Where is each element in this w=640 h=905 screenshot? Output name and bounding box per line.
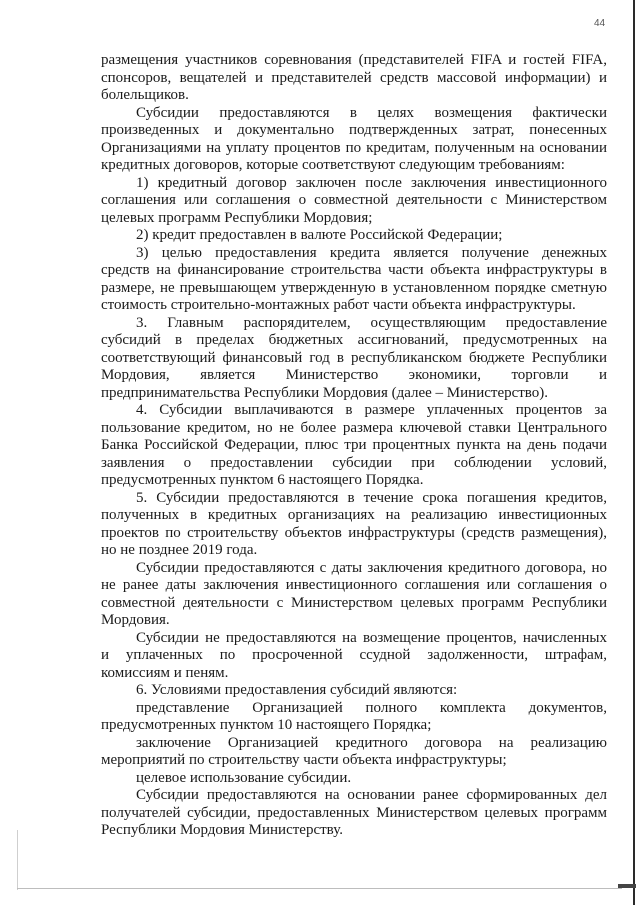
text-line: соглашения или соглашения о совместной деятельности с Министерством (101, 192, 607, 208)
text-line: полученных в кредитных организациях на реализацию инвестиционных (101, 507, 607, 523)
text-line: 2) кредит предоставлен в валюте Российской Федерации; (136, 227, 503, 243)
scan-corner-mark (618, 884, 636, 888)
text-line: произведенных и документально подтвержденных затрат, понесенных (101, 122, 607, 138)
scan-edge-left (17, 830, 18, 890)
scan-edge-right (633, 0, 635, 905)
text-line: совместной деятельности с Министерством целевых программ Республики (101, 594, 607, 611)
document-body (101, 52, 607, 840)
text-line: Субсидии предоставляются на основании ранее сформированных дел (136, 787, 607, 803)
text-line: 4. Субсидии выплачиваются в размере уплаченных процентов за (136, 402, 607, 418)
text-line: средств на финансирование строительства части объекта инфраструктуры в (101, 262, 607, 278)
text-line: пользование кредитом, но не более размера ключевой ставки Центрального (101, 419, 607, 436)
text-line: Субсидии предоставляются с даты заключения кредитного договора, но (136, 559, 607, 576)
text-line: 3) целью предоставления кредита является получение денежных (136, 244, 607, 261)
text-line: 5. Субсидии предоставляются в течение срока погашения кредитов, (136, 489, 607, 506)
text-line: 6. Условиями предоставления субсидий являются: (136, 682, 458, 698)
text-line: предпринимательства Республики Мордовия (далее – Министерство). (101, 384, 549, 401)
text-line: соответствующий финансовый год в республиканском бюджете Республики (101, 349, 607, 366)
text-line: размещения участников соревнования (представителей FIFA и гостей FIFA, (101, 52, 607, 68)
text-line: но не позднее 2019 года. (101, 542, 258, 558)
text-line: стоимость строительно-монтажных работ части объекта инфраструктуры. (101, 297, 576, 313)
text-line: Республики Мордовия Министерству. (101, 822, 343, 838)
text-line: предусмотренных пунктом 10 настоящего Порядка; (101, 717, 432, 733)
text-line: спонсоров, вещателей и представителей средств массовой информации) и (101, 69, 607, 86)
text-line: комиссиям и пеням. (101, 664, 229, 681)
text-line: и уплаченных по просроченной ссудной задолженности, штрафам, (101, 647, 607, 663)
page-number: 44 (594, 18, 606, 29)
text-line: болельщиков. (101, 87, 189, 103)
text-line: целевых программ Республики Мордовия; (101, 209, 373, 226)
text-line: проектов по строительству объектов инфраструктуры (средств размещения), (101, 524, 607, 541)
text-line: предусмотренных пунктом 6 настоящего Порядка. (101, 472, 424, 488)
text-line: кредитных договоров, которые соответствуют следующим требованиям: (101, 157, 565, 173)
text-line: не ранее даты заключения инвестиционного соглашения или соглашения о (101, 577, 607, 593)
text-line: получателей субсидии, предоставленных Министерством целевых программ (101, 804, 607, 821)
text-line: Субсидии предоставляются в целях возмещения фактически (136, 104, 607, 121)
text-line: Мордовия, является Министерство экономики, торговли и (101, 367, 607, 383)
text-line: Субсидии не предоставляются на возмещение процентов, начисленных (136, 629, 607, 646)
scan-edge-bottom (17, 888, 622, 889)
text-line: 1) кредитный договор заключен после заключения инвестиционного (136, 174, 607, 191)
text-line: субсидий в пределах бюджетных ассигнований, предусмотренных на (101, 332, 607, 348)
text-line: представление Организацией полного комплекта документов, (136, 699, 607, 716)
text-line: Организациями на уплату процентов по кредитам, полученным на основании (101, 139, 607, 156)
text-line: заявления о предоставлении субсидии при соблюдении условий, (101, 454, 607, 471)
text-line: 3. Главным распорядителем, осуществляющим предоставление (136, 314, 607, 331)
text-line: Банка Российской Федерации, плюс три процентных пункта на день подачи (101, 437, 607, 453)
text-line: заключение Организацией кредитного договора на реализацию (136, 734, 607, 751)
text-line: целевое использование субсидии. (136, 769, 352, 786)
text-line: мероприятий по строительству части объекта инфраструктуры; (101, 752, 507, 768)
text-line: размере, не превышающем утвержденную в установленном порядке сметную (101, 279, 607, 296)
text-line: Мордовия. (101, 612, 170, 628)
